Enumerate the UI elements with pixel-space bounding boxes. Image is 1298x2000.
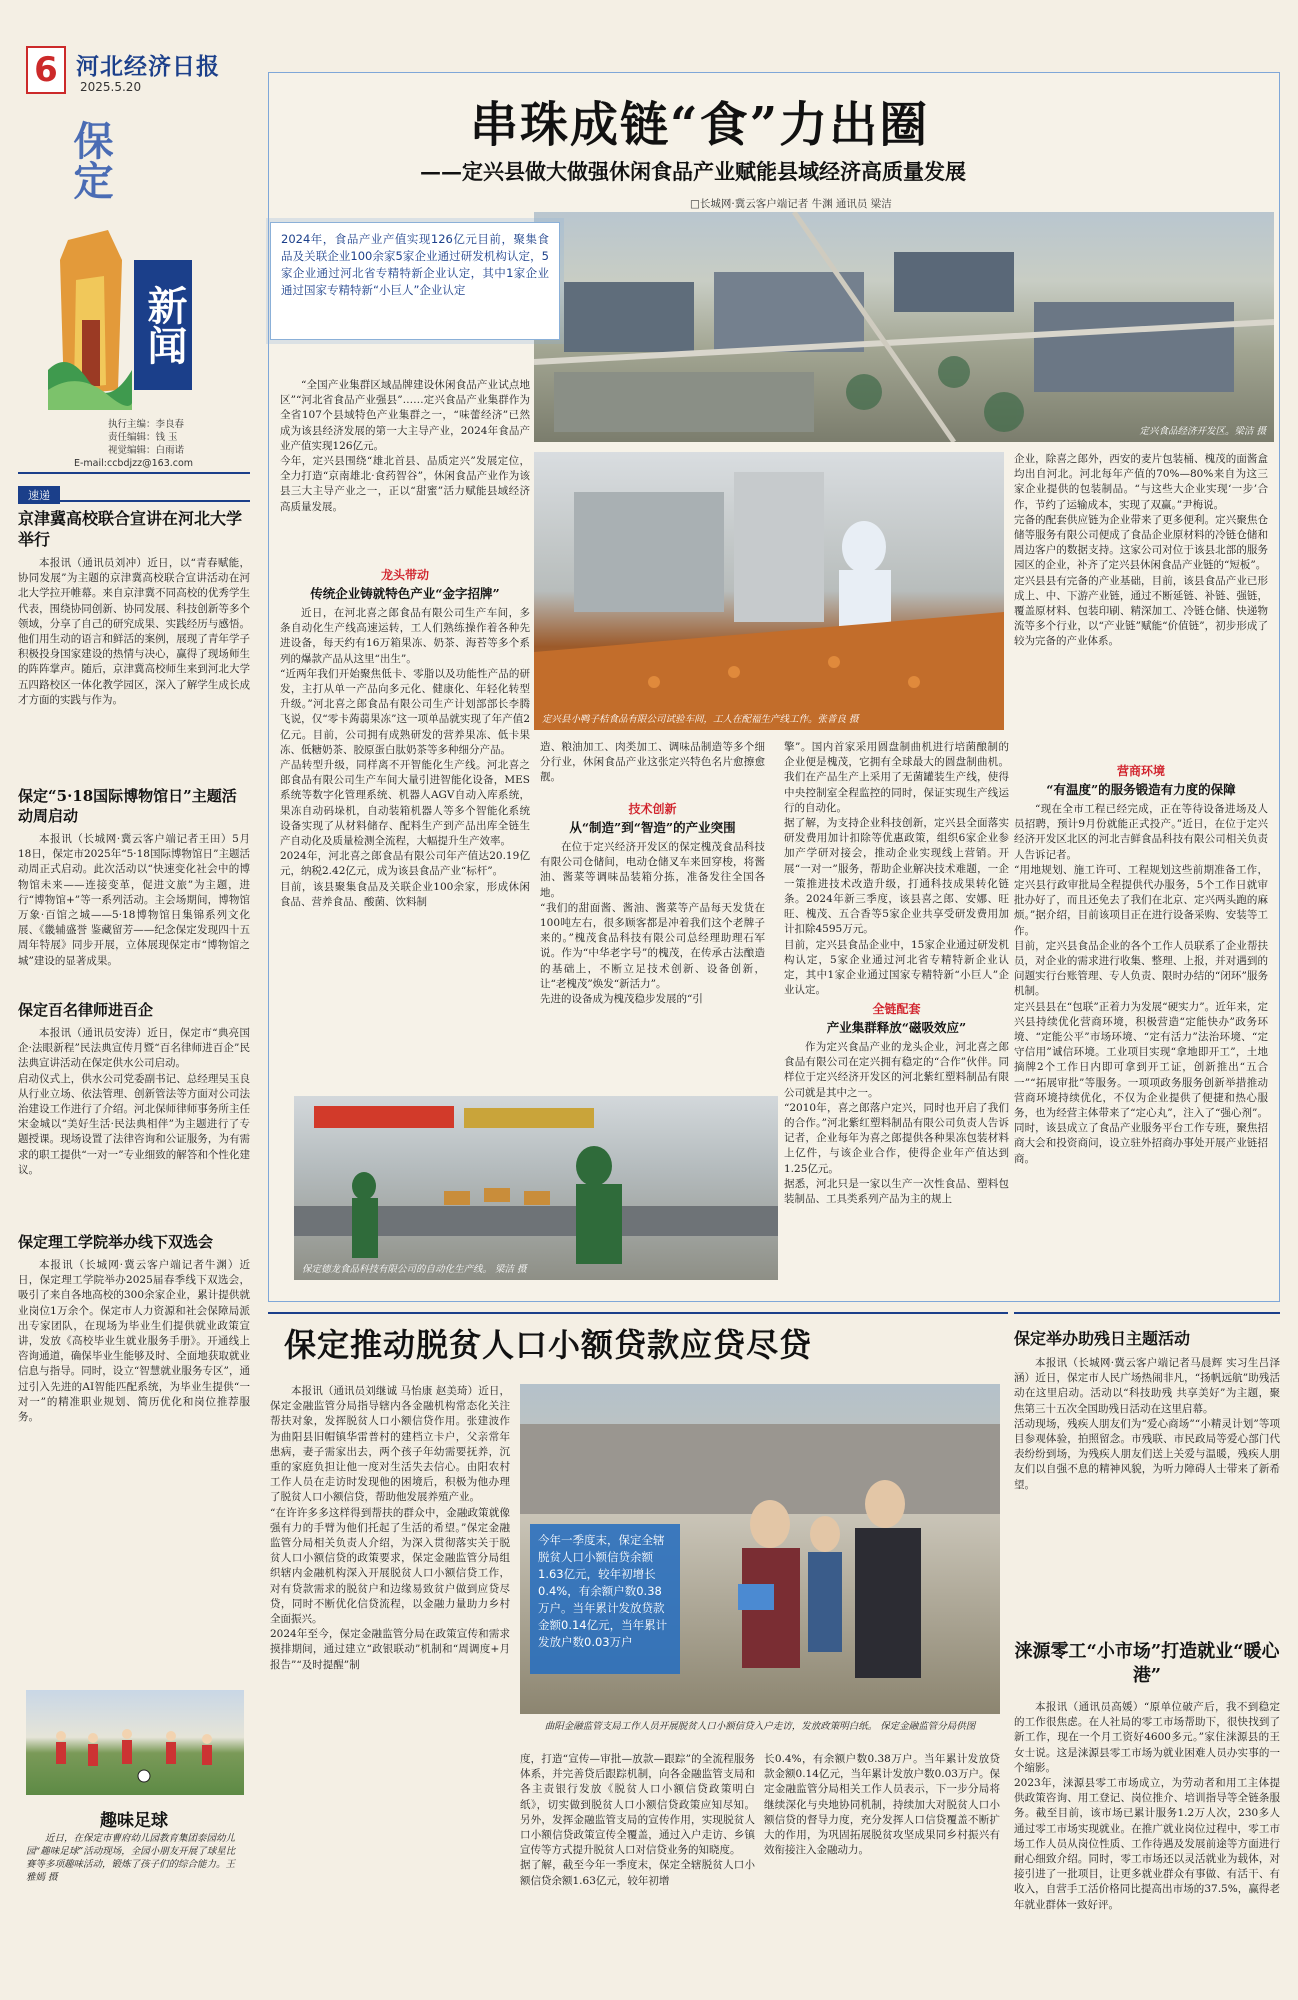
- page-number: 6: [26, 46, 66, 94]
- photo-caption: 曲阳金融监管支局工作人员开展脱贫人口小额信贷入户走访，发放政策明白纸。 保定金融监管分局供图: [544, 1721, 976, 1732]
- feature-byline: □长城网·冀云客户端记者 牛渊 通讯员 梁洁: [690, 198, 892, 210]
- editor-line: 视觉编辑：白雨诺: [108, 445, 185, 456]
- factory-workers-photo: [534, 452, 1004, 730]
- brief-tag-label: 速递: [18, 486, 60, 504]
- article-column: 企业，除喜之郎外，西安的麦片包装桶、槐茂的面酱盒均出自河北。河北每年产值的70%—80%来自为这三家企业提供的包装制品。“与这些大企业实现‘一步’合作，节约了运输成本，实现了双赢。”尹梅说。 完备的配套供应链为企业带来了更多便利。定兴聚焦仓储等服务有限公司便成了食品企业原材料的冷链仓储和周边客户的数据支持。这家公司对位于该县北部的服务园区的企业，补齐了定兴县休闲食品产业链的“短板”。 定兴县县有完备的产业基础，目前，该县食品产业已形成上、中、下游产业链，通过不断延链、补链、强链，覆盖原材料、包装印刷、精深加工、冷链仓储、快递物流等多个行业，以“产业链”赋能“价值链”，初步形成了较为完备的产业体系。: [1014, 453, 1268, 648]
- kids-title: 趣味足球: [100, 1811, 168, 1831]
- production-line-photo: [294, 1096, 778, 1280]
- industrial-park-photo: [534, 212, 1274, 442]
- photo-caption: 保定德龙食品科技有限公司的自动化生产线。 梁洁 摄: [302, 1264, 527, 1275]
- credit-body-mid: 度，打造“宣传—审批—放款—跟踪”的全流程服务体系，并完善贷后跟踪机制，向各金融监管支局和各主责银行发放《脱贫人口小额信贷政策明白纸》，切实做到脱贫人口小额信贷政策应知尽知。另外，发挥金融监管支局的宣传作用，实现脱贫人口小额信贷政策宣传全覆盖，通过入户走访、乡镇宣传等方式提升脱贫人口对信贷业务的知晓度。 据了解，截至今年一季度末，保定全辖脱贫人口小额信贷余额1.63亿元，较年初增: [520, 1753, 755, 1887]
- photo-caption: 定兴食品经济开发区。梁洁 摄: [1139, 426, 1266, 437]
- editor-email: E-mail:ccbdjzz@163.com: [74, 458, 194, 469]
- editor-credits: [74, 418, 208, 470]
- kids-caption: 近日，在保定市曹府幼儿园教育集团泰园幼儿园“趣味足球”活动现场，全园小朋友开展了球星比赛等多项趣味活动，锻炼了孩子们的综合能力。王雅嫣 摄: [26, 1833, 236, 1883]
- section-heading: 产业集群释放“磁吸效应”: [784, 1018, 1009, 1036]
- section-heading: 传统企业铸就特色产业“金字招牌”: [310, 586, 500, 601]
- article-column: 造、粮油加工、肉类加工、调味品制造等多个细分行业，休闲食品产业这张定兴特色名片愈擦愈靓。: [540, 741, 765, 784]
- news-headline: 保定理工学院举办线下双选会: [18, 1233, 214, 1251]
- section-heading: 从“制造”到“智造”的产业突围: [569, 820, 736, 835]
- article-column: 在位于定兴经济开发区的保定槐茂食品科技有限公司仓储间，电动仓储叉车来回穿梭，将酱油、酱菜等调味品装箱分拣，准备发往全国各地。 “我们的甜面酱、酱油、酱菜等产品每天发货在100吨左右，很多顾客都是冲着我们这个老牌子来的。”槐茂食品科技有限公司总经理助理石军说。作为“中华老字号”的槐茂，在传承古法酿造的基础上，不断立足技术创新、设备创新，让“老槐茂”焕发“新活力”。 先进的设备成为槐茂稳步发展的“引: [540, 841, 765, 1006]
- news-column: [18, 508, 250, 1444]
- article-column: 近日，在河北喜之郎食品有限公司生产车间，多条自动化生产线高速运转，工人们熟练操作着各种先进设备，每天约有16万箱果冻、奶茶、海苔等多个系列的爆款产品从这里“出生”。 “近两年我们开始聚焦低卡、零脂以及功能性产品的研发，主打从单一产品向多元化、健康化、年轻化转型升级。”河北喜之郎食品有限公司生产计划部部长李腾飞说，仅“零卡蒟蒻果冻”这一项单品就实现了年产值2亿元。目前，公司拥有成熟研发的营养果冻、低卡果冻、低糖奶茶、胶原蛋白肽奶茶等多种细分产品。 产品转型升级，同样离不开智能化生产线。河北喜之郎食品有限公司生产车间大量引进智能化设备，MES系统等数字化管理系统、机器人AGV自动入库系统，果冻自动码垛机，自动装箱机器人等多个智能化系统设备实现了从材料储存、配料生产到产品出库全链生产自动化及质量检测全流程，大幅提升生产效率。 2024年，河北喜之郎食品有限公司年产值达20.19亿元，纳税2.42亿元，成为该县食品产业“标杆”。 目前，该县聚集食品及关联企业100余家，形成休闲食品、营养食品、酸菌、饮料制: [280, 607, 530, 908]
- editor-line: 执行主编：李良春: [108, 419, 185, 430]
- section-banner: [38, 110, 198, 415]
- paper-name: 河北经济日报: [76, 53, 220, 80]
- section-label: 全链配套: [784, 1000, 1009, 1017]
- news-body: 本报讯（通讯员刘冲）近日，以“青春赋能，协同发展”为主题的京津冀高校联合宣讲活动在河北大学拉开帷幕。来自京津冀不同高校的优秀学生代表，围绕协同创新、协同发展、科技创新等多个领域，分享了自己的研究成果、实践经历与感悟。他们用生动的语言和鲜活的案例，展现了青年学子积极投身国家建设的热情与决心，赢得了现场师生的阵阵掌声。随后，京津冀高校师生来到河北大学五四路校区一体化教学园区，深入了解学生成长成才方面的实践与作为。: [18, 557, 250, 706]
- section-kind: 新闻: [134, 260, 192, 390]
- news-body: 本报讯（通讯员安涛）近日，保定市“典亮国企·法眼新程”民法典宣传月暨“百名律师进百企”民法典宣讲活动在保定供水公司启动。 启动仪式上，供水公司党委副书记、总经理吴玉良从行业立场、依法管理、创新管法等方面对公司法治建设工作进行了介绍。河北保师律师事务所主任宋金城以“美好生活·民法典相伴”为主题进行了专题授课。现场设置了法律咨询和公证服务，为有需求的职工提供“一对一”专业细致的解答和个性化建议。: [18, 1027, 250, 1176]
- news-body: 本报讯（长城网·冀云客户端记者王田）5月18日，保定市2025年“5·18国际博物馆日”主题活动周正式启动。此次活动以“快速变化社会中的博物馆未来——连接变革，促进文旅”为主题，进行“博物馆+”等一系列活动。主会场期间，博物馆万象·百馆之城——5·18博物馆日集锦系列文化展、《畿辅盛誉 鉴藏留芳——纪念保定发现四十五周年特展》同步开展，立体展现保定市“博物馆之城”建设的显著成果。: [18, 833, 250, 967]
- right-rule: [1014, 1312, 1280, 1314]
- photo-caption: 定兴县小鸭子桔食品有限公司试验车间，工人在配福生产线工作。张普良 摄: [542, 714, 859, 725]
- credit-photo: [520, 1384, 1000, 1714]
- brief-tag: [18, 484, 250, 502]
- landmark-illustration: [48, 220, 132, 410]
- kids-football-photo: [26, 1690, 244, 1795]
- news-headline: 保定“5·18国际博物馆日”主题活动周启动: [18, 787, 237, 825]
- article-column: 擎”。国内首家采用圆盘制曲机进行培菌酿制的企业便是槐茂，它拥有全球最大的圆盘制曲机。我们在产品生产上采用了无菌罐装生产线，使得中央控制室全程监控的同时，保证实现生产线运行的自动化。 据了解，为支持企业科技创新，定兴县全面落实研发费用加计扣除等优惠政策，组织6家企业参加产学研对接会，推动企业实现线上营销。开展“一对一”服务，帮助企业解决技术难题，一企一策推进技术改造升级，打通科技成果转化链条。2024年新三季度，该县喜之郎、安娜、旺旺、槐茂、五合香等5家企业共享受研发费用加计扣除4595万元。 目前，定兴县食品企业中，15家企业通过研发机构认定，5家企业通过河北省专精特新企业认定，其中1家企业通过国家专精特新“小巨人”企业认定。: [784, 741, 1009, 997]
- credit-rule: [268, 1312, 1008, 1314]
- credit-body-right: 长0.4%，有余额户数0.38万户。当年累计发放贷款金额0.14亿元，当年累计发放户数0.03万户。保定金融监管分局相关工作人员表示，下一步分局将继续深化与央地协同机制，持续加大对脱贫人口小额信贷的督导力度，充分发挥人口信贷覆盖不断扩大的作用，为巩固拓展脱贫攻坚成果同乡村振兴有效衔接注入金融动力。: [764, 1753, 1000, 1857]
- editor-line: 责任编辑：钱 玉: [108, 432, 178, 443]
- section-label: 营商环境: [1116, 764, 1165, 778]
- right-headline: 保定举办助残日主题活动: [1014, 1329, 1191, 1348]
- issue-date: 2025.5.20: [80, 80, 142, 94]
- section-label: 龙头带动: [380, 568, 429, 582]
- section-heading: “有温度”的服务锻造有力度的保障: [1046, 782, 1236, 797]
- summary-box: [270, 222, 560, 340]
- feature-title: 串珠成链“食”力出圈: [470, 97, 930, 153]
- article-column: “全国产业集群区域品牌建设休闲食品产业试点地区”“河北省食品产业强县”……定兴食品产业集群作为全省107个县域特色产业集群之一，“味蕾经济”已然成为该县经济发展的第一大主导产业，2024年食品产业产值实现126亿元。 今年，定兴县围绕“雄北首县、品质定兴”发展定位，全力打造“京南雄北·食药智谷”，休闲食品产业作为该县三大主导产业之一，正以“甜蜜”活力赋能县域经济高质量发展。: [280, 379, 530, 513]
- right-headline: 涞源零工“小市场”打造就业“暖心港”: [1014, 1641, 1280, 1686]
- right-body: 本报讯（长城网·冀云客户端记者马晨辉 实习生吕泽涵）近日，保定市人民广场热闹非凡，“扬帆远航”助残活动在这里启动。活动以“科技助残 共享美好”为主题，聚焦第三十五次全国助残日活动在这里启幕。 活动现场，残疾人朋友们为“爱心商场”“小精灵计划”等项目参观体验，拍照留念。市残联、市民政局等爱心部门代表纷纷到场，为残疾人朋友们送上关爱与温暖，残疾人朋友们以自强不息的精神风貌，为听力障碍人士带来了新希望。: [1014, 1357, 1280, 1491]
- credit-body-left: 本报讯（通讯员刘继诚 马怡康 赵美琦）近日，保定金融监管分局指导辖内各金融机构常态化关注帮扶对象，发挥脱贫人口小额信贷作用。张建波作为曲阳县旧帽镇华雷普村的建档立卡户，父亲常年患病，妻子需家出去，两个孩子年幼需要抚养，沉重的家庭负担让他一度对生活失去信心。由阳农村工作人员在走访时发现他的困境后，积极为他办理了脱贫人口小额信贷，帮助他发展养殖产业。 “在许许多多这样得到帮扶的群众中，金融政策就像强有力的手臂为他们托起了生活的希望。”保定金融监管分局相关负责人介绍，为深入贯彻落实关于脱贫人口小额信贷的政策要求，保定金融监管分局组织辖内金融机构深入开展脱贫人口小额信贷工作，对有贷款需求的脱贫户和边缘易致贫户做到应贷尽贷，同时不断优化信贷流程，以金融力量助力乡村全面振兴。 2024年至今，保定金融监管分局在政策宣传和需求摸排期间，通过建立“政银联动”机制和“周调度+月报告”“及时提醒”制: [270, 1385, 510, 1671]
- credit-stats-box: [530, 1524, 680, 1674]
- section-city: 保定: [67, 120, 114, 200]
- section-label: 技术创新: [628, 802, 677, 816]
- masthead: [18, 44, 278, 100]
- article-column: “现在全市工程已经完成，正在等待设备进场及人员招聘，预计9月份就能正式投产。”近日，在位于定兴经济开发区北区的河北吉鲜食品科技有限公司相关负责人告诉记者。 “用地规划、施工许可、工程规划这些前期准备工作，定兴县行政审批局全程提供代办服务，5个工作日就审批办好了，而且还免去了我们在北京、定兴两头跑的麻烦。”据介绍，目前该项目正在进行设备采购、安装等工作。 目前，定兴县食品企业的各个工作人员联系了企业帮扶员，对企业的需求进行收集、整理、上报，并对遇到的问题实行台账管理、专人负责、限时办结的“闭环”服务机制。 定兴县县在“包联”正着力为发展“硬实力”。近年来，定兴县持续优化营商环境，积极营造“定能快办”政务环境、“定能公平”市场环境、“定有活力”法治环境、“定守信用”诚信环境。工业项目实现“拿地即开工”，土地摘牌2个工作日内即可拿到开工证，创新推出“五合一”“拓展审批”等服务。一项项政务服务创新举措推动营商环境持续优化，不仅为企业提供了便捷和热心服务，也为经营主体带来了“定心丸”，注入了“强心剂”。同时，该县成立了食品产业服务平台工作专班，聚焦招商大会和投资商问，设立驻外招商办事处开展产业链招商。: [1014, 803, 1268, 1165]
- left-rule: [18, 472, 250, 474]
- summary-text: 2024年，食品产业产值实现126亿元目前，聚集食品及关联企业100余家5家企业通过研发机构认定，5家企业通过河北省专精特新企业认定，其中1家企业通过国家专精特新“小巨人”企业认定: [281, 232, 549, 297]
- credit-title: 保定推动脱贫人口小额贷款应贷尽贷: [284, 1326, 813, 1364]
- credit-stats-text: 今年一季度末，保定全辖脱贫人口小额信贷余额1.63亿元，较年初增长0.4%，有余额户数0.38万户。当年累计发放贷款金额0.14亿元，当年累计发放户数0.03万户: [538, 1533, 668, 1649]
- feature-subtitle: ——定兴县做大做强休闲食品产业赋能县域经济高质量发展: [420, 159, 966, 184]
- news-body: 本报讯（长城网·冀云客户端记者牛渊）近日，保定理工学院举办2025届春季线下双选会，吸引了来自各地高校的300余家企业，累计提供就业岗位1万余个。保定市人力资源和社会保障局派出专家团队，在现场为毕业生们提供就业政策宣讲，发放《高校毕业生就业服务手册》。开通线上咨询通道，确保毕业生能够及时、全面地获取就业信息与指导。同时，设立“智慧就业服务专区”，通过引入先进的AI智能匹配系统，为毕业生提供“一对一”的精准职业规划、简历优化和岗位推荐服务。: [18, 1259, 250, 1424]
- right-body: 本报讯（通讯员高媛）“原单位破产后，我不到稳定的工作很焦虑。在人社局的零工市场帮助下，很快找到了新工作，现在一个月工资好4600多元。”家住涞源县的王女士说。这是涞源县零工市场为就业困难人员办实事的一个缩影。 2023年，涞源县零工市场成立，为劳动者和用工主体提供政策咨询、用工登记、岗位推介、培训指导等全链条服务。截至目前，该市场已累计服务1.2万人次，230多人通过零工市场实现就业。在推广就业岗位过程中，零工市场工作人员从岗位性质、工作待遇及发展前途等方面进行耐心细致介绍。同时，零工市场还以灵活就业为载体，对接引进了一批项目，让更多就业群众有事做、有活干、有收入，自营手工活价格同比提高出市场的37.5%，赢得老年就业群体一致好评。: [1014, 1701, 1280, 1911]
- news-headline: 京津冀高校联合宣讲在河北大学举行: [18, 509, 243, 549]
- article-column: 作为定兴食品产业的龙头企业，河北喜之郎食品有限公司在定兴拥有稳定的“合作”伙伴。同样位于定兴经济开发区的河北紫红塑料制品有限公司就是其中之一。 “2010年，喜之郎落户定兴，同时也开启了我们的合作。”河北紫红塑料制品有限公司负责人告诉记者，企业每年为喜之郎提供各种果冻包装材料上亿件，与该企业合作，使得企业年产值达到1.25亿元。 据悉，河北只是一家以生产一次性食品、塑料包装制品、工具类系列产品为主的规上: [784, 1040, 1009, 1290]
- news-headline: 保定百名律师进百企: [18, 1001, 154, 1019]
